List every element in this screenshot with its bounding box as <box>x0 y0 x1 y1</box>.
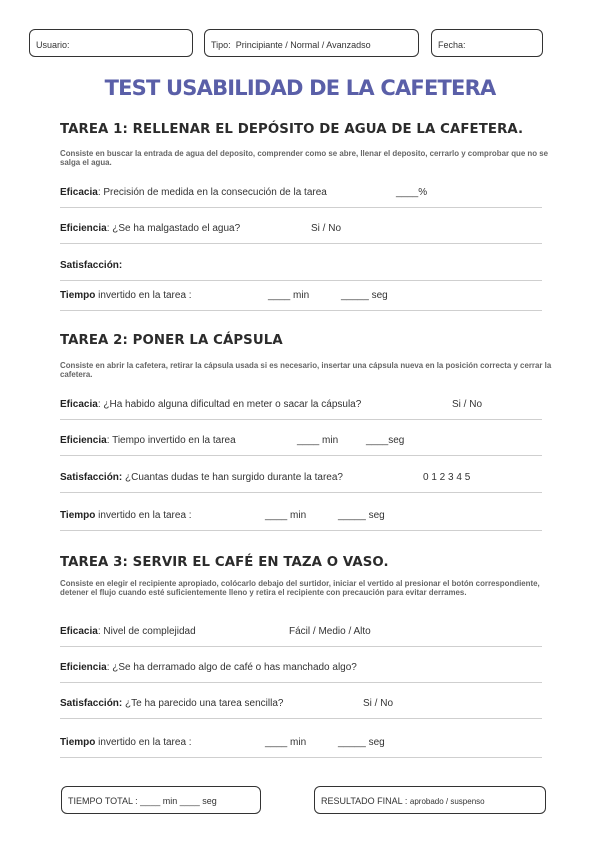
eficiencia-label: Eficiencia <box>60 662 107 673</box>
satisfaccion-answer[interactable]: Si / No <box>363 698 394 709</box>
eficiencia-question: : ¿Se ha derramado algo de café o has manchado algo? <box>106 662 357 673</box>
satisfaccion-question: ¿Te ha parecido una tarea sencilla? <box>122 698 284 709</box>
task-3-title: TAREA 3: SERVIR EL CAFÉ EN TAZA O VASO. <box>60 555 389 570</box>
task-3-satisfaccion-row <box>60 698 542 714</box>
eficacia-label: Eficacia <box>60 626 98 637</box>
date-field[interactable] <box>431 29 543 57</box>
satisfaccion-label: Satisfacción: <box>60 260 123 271</box>
task-2-title: TAREA 2: PONER LA CÁPSULA <box>60 333 283 348</box>
task-1-tiempo-row <box>60 290 542 306</box>
total-time-field[interactable] <box>61 786 261 814</box>
type-field[interactable] <box>204 29 419 57</box>
task-3-description: Consiste en elegir el recipiente apropiado, colócarlo debajo del surtidor, iniciar el vertido al presionar el botón correspondiente, detener el flujo cuando esté suficientemente lleno y retira el recipiente con precaución para evitar derrames. <box>60 579 540 598</box>
eficiencia-label: Eficiencia <box>60 223 107 234</box>
tiempo-seg-blank[interactable]: _____ seg <box>341 290 388 301</box>
task-2-satisfaccion-row <box>60 472 542 488</box>
user-field[interactable] <box>29 29 193 57</box>
task-1-description: Consiste en buscar la entrada de agua del deposito, comprender como se abre, llenar el deposito, cerrarlo y comprobar que no se salga el agua. <box>60 149 549 168</box>
tiempo-seg-blank[interactable]: _____ seg <box>338 510 385 521</box>
eficiencia-question: : Tiempo invertido en la tarea <box>106 435 236 446</box>
eficacia-label: Eficacia <box>60 187 98 198</box>
tiempo-text: invertido en la tarea : <box>95 737 192 748</box>
tiempo-label: Tiempo <box>60 290 96 301</box>
satisfaccion-label: Satisfacción: <box>60 698 123 709</box>
satisfaccion-label: Satisfacción: <box>60 472 123 483</box>
type-options: Principiante / Normal / Avanzadso <box>235 40 371 50</box>
total-time-text: TIEMPO TOTAL : ____ min ____ seg <box>68 796 217 806</box>
final-result-field[interactable] <box>314 786 546 814</box>
eficacia-answer[interactable]: Si / No <box>452 399 483 410</box>
tiempo-min-blank[interactable]: ____ min <box>268 290 310 301</box>
eficacia-answer[interactable]: Fácil / Medio / Alto <box>289 626 371 637</box>
task-2-eficacia-row <box>60 399 542 415</box>
final-result-options: aprobado / suspenso <box>409 797 485 806</box>
date-label: Fecha: <box>438 40 466 50</box>
eficiencia-answer[interactable]: Si / No <box>311 223 342 234</box>
task-1-eficacia-row <box>60 187 542 203</box>
eficacia-label: Eficacia <box>60 399 98 410</box>
eficiencia-seg-blank[interactable]: ____seg <box>366 435 405 446</box>
task-3-tiempo-row <box>60 737 542 753</box>
eficiencia-min-blank[interactable]: ____ min <box>297 435 339 446</box>
task-1-eficiencia-row <box>60 223 542 239</box>
tiempo-label: Tiempo <box>60 737 96 748</box>
type-label: Tipo: <box>211 40 231 50</box>
satisfaccion-question: ¿Cuantas dudas te han surgido durante la tarea? <box>122 472 343 483</box>
tiempo-label: Tiempo <box>60 510 96 521</box>
tiempo-text: invertido en la tarea : <box>95 290 192 301</box>
eficacia-question: : Precisión de medida en la consecución de la tarea <box>97 187 327 198</box>
eficiencia-label: Eficiencia <box>60 435 107 446</box>
tiempo-min-blank[interactable]: ____ min <box>265 510 307 521</box>
final-result-label: RESULTADO FINAL : <box>321 796 408 806</box>
eficacia-percent-blank[interactable]: ____% <box>396 187 428 198</box>
tiempo-text: invertido en la tarea : <box>95 510 192 521</box>
task-1-title: TAREA 1: RELLENAR EL DEPÓSITO DE AGUA DE LA CAFETERA. <box>60 122 524 137</box>
tiempo-seg-blank[interactable]: _____ seg <box>338 737 385 748</box>
task-3-eficiencia-row <box>60 662 542 678</box>
task-2-tiempo-row <box>60 510 542 526</box>
satisfaccion-scale[interactable]: 0 1 2 3 4 5 <box>423 472 471 483</box>
task-1-satisfaccion-row <box>60 260 542 276</box>
task-2-eficiencia-row <box>60 435 542 451</box>
eficacia-question: : ¿Ha habido alguna dificultad en meter o sacar la cápsula? <box>97 399 362 410</box>
page-title: TEST USABILIDAD DE LA CAFETERA <box>104 76 496 100</box>
eficacia-question: : Nivel de complejidad <box>97 626 196 637</box>
task-2-description: Consiste en abrir la cafetera, retirar la cápsula usada si es necesario, insertar una cápsula nueva en la posición correcta y cerrar la cafetera. <box>60 361 552 380</box>
tiempo-min-blank[interactable]: ____ min <box>265 737 307 748</box>
eficiencia-question: : ¿Se ha malgastado el agua? <box>106 223 241 234</box>
task-3-eficacia-row <box>60 626 542 642</box>
user-label: Usuario: <box>36 40 70 50</box>
